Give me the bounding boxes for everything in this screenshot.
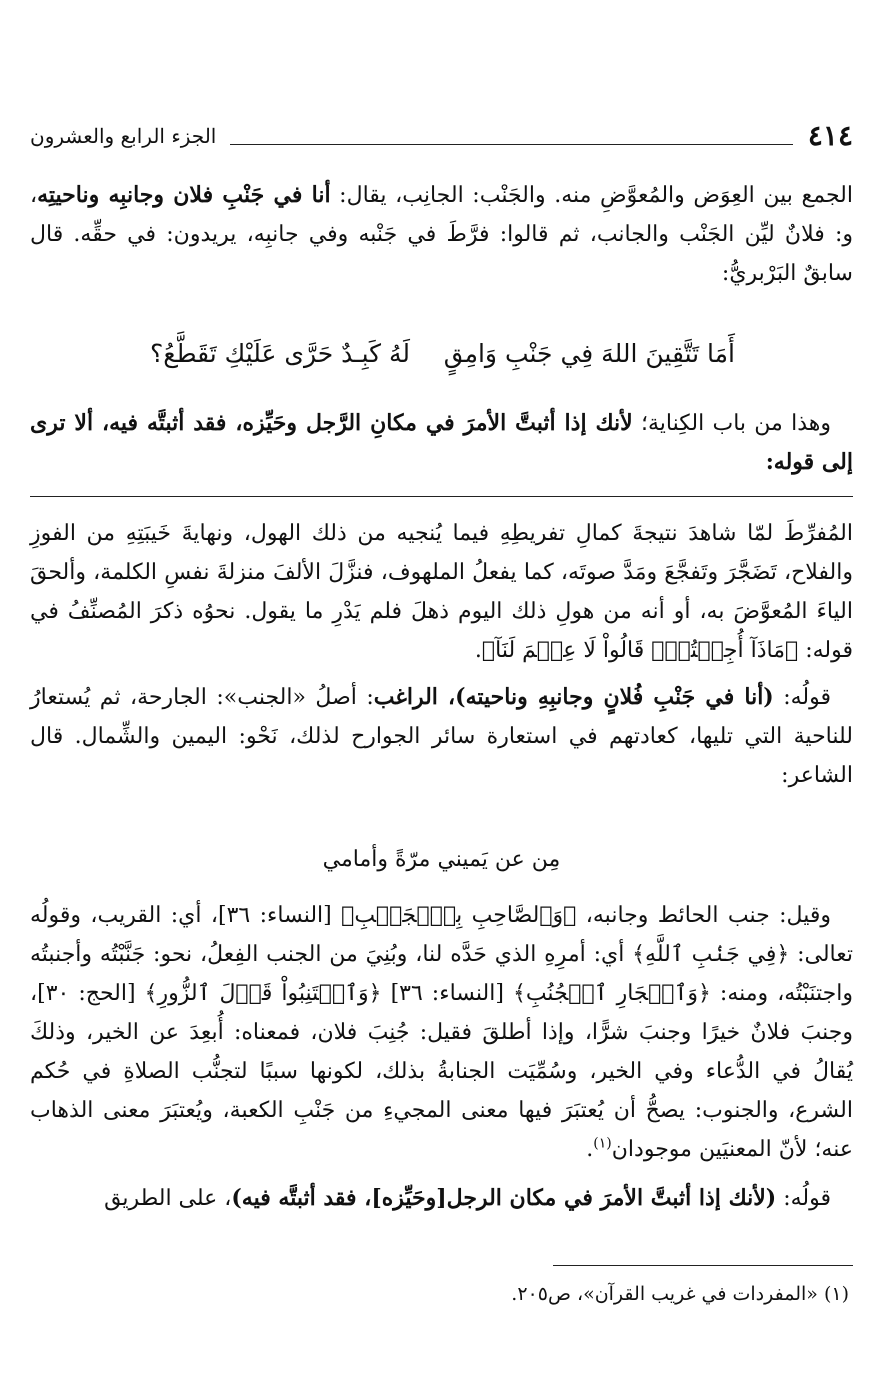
commentary-paragraph-3 (30, 896, 853, 1169)
main-paragraph-1 (30, 176, 853, 293)
commentary-text-run: قولُه: (776, 1186, 831, 1211)
main-text-run: ، و: فلانٌ ليِّن الجَنْب والجانب، ثم قالوا: فرَّطَ في جَنْبه وفي جانبِه، يريدون: في حقِّه. قال سابقٌ البَرْبريُّ: (30, 183, 853, 286)
footnote-rule (553, 1265, 853, 1266)
verse-second-hemistich: لَهُ كَبِـدٌ حَرَّى عَلَيْكِ تَقَطَّعُ؟ (150, 339, 411, 368)
commentary-text-run: ، على الطريق (104, 1186, 232, 1211)
commentary-text-bold: (أنا في جَنْبِ فُلانٍ وجانبِهِ وناحيته)، الراغب (373, 684, 774, 710)
commentary-text-run: وقيل: جنب الحائط وجانبه، ﴿وَٱلصَّاحِبِ بِٱلۡجَنۢبِ﴾ [النساء: ٣٦]، أي: القريب، وقولُه تعالى: ﴿فِي جَنۢبِ ٱللَّهِ﴾ أي: أمرِهِ الذي حَدَّه لنا، وبُنِيَ من الجنب الفِعلُ، نحو: جَنَّبْتُه وأجنبتُه واجتنَبْتُه، ومنه: ﴿وَٱلۡجَارِ ٱلۡجُنُبِ﴾ [النساء: ٣٦] ﴿وَٱجۡتَنِبُواْ قَوۡلَ ٱلزُّورِ﴾ [الحج: ٣٠]، وجنبَ فلانٌ خيرًا وجنبَ شرًّا، وإذا أطلقَ فقيل: جُنِبَ فلان، فمعناه: أُبعِدَ عن الخير، وذلكَ يُقالُ في الدُّعاء وفي الخير، وسُمِّيَت الجنابةُ بذلك، لكونها سببًا لتجنُّب الصلاةِ في حُكم الشرع، والجنوب: يصحُّ أن يُعتبَرَ فيها معنى المجيءِ من جَنْبِ الكعبة، ويُعتبَرَ معنى الذهاب عنه؛ لأنّ المعنيَين موجودان (30, 903, 853, 1162)
running-title: الجزء الرابع والعشرون (30, 124, 217, 148)
main-text-bold: لأنك إذا أثبتَّ الأمرَ في مكانِ الرَّجل وحَيِّزه، فقد أثبتَّه فيه، ألا ترى إلى قوله: (30, 410, 853, 475)
commentary-block-1 (30, 514, 853, 795)
commentary-paragraph-1: المُفرِّطَ لمّا شاهدَ نتيجةَ كمالِ تفريطِهِ فيما يُنجيه من ذلك الهول، ونهايةَ خَيبَتِهِ من الفوزِ والفلاح، تَضَجَّرَ وتَفجَّعَ ومَدَّ صوتَه، كما يفعلُ الملهوف، فنزَّلَ الألفَ منزلةَ نفسِ الكلمة، وألحقَ الياءَ المُعوَّضَ به، أو أنه من هولِ ذلك اليوم ذهلَ فلم يَدْرِ ما يقول. نحوُه ذكرَ المُصنِّفُ في قوله: ﴿مَاذَآ أُجِبۡتُمۡۖ قَالُواْ لَا عِلۡمَ لَنَآ﴾. (30, 521, 853, 663)
poetry-verse (150, 332, 735, 376)
commentary-paragraph-4 (30, 1179, 853, 1218)
verse-first-hemistich: أَمَا تَتَّقِينَ اللهَ فِي جَنْبِ وَامِقٍ (443, 339, 735, 368)
main-text-top (30, 176, 853, 293)
main-text-run: وهذا من باب الكِناية؛ (632, 411, 831, 436)
header-rule (230, 144, 793, 145)
commentary-text-run: قولُه: (773, 685, 831, 710)
main-text-bold: أنا في جَنْبِ فلان وجانبِه وناحيتِه (37, 182, 331, 208)
commentary-paragraph-2 (30, 678, 853, 795)
poetry-quote: مِن عن يَميني مرّةً وأمامي (322, 847, 561, 872)
commentary-text-bold: (لأنك إذا أثبتَّ الأمرَ في مكان الرجل[وحَيِّزه]، فقد أثبتَّه فيه) (231, 1185, 777, 1211)
commentary-block-2 (30, 896, 853, 1218)
commentary-text-run: : أصلُ «الجنب»: الجارحة، ثم يُستعارُ للناحية التي تليها، كعادتهم في استعارة سائر الجوارح لذلك، نَحْو: اليمين والشِّمال. قال الشاعر: (30, 685, 853, 788)
page-header (30, 118, 853, 154)
main-text-run: الجمع بين العِوَض والمُعوَّضِ منه. والجَنْب: الجانِب، يقال: (330, 183, 853, 208)
footnote: (١) «المفردات في غريب القرآن»، ص٢٠٥. (511, 1283, 849, 1305)
main-text-bottom (30, 404, 853, 482)
main-paragraph-2 (30, 404, 853, 482)
page-number: ٤١٤ (807, 119, 853, 152)
footnote-reference: (١) (593, 1135, 612, 1152)
text-commentary-divider (30, 496, 853, 497)
commentary-text-run: . (586, 1137, 594, 1162)
